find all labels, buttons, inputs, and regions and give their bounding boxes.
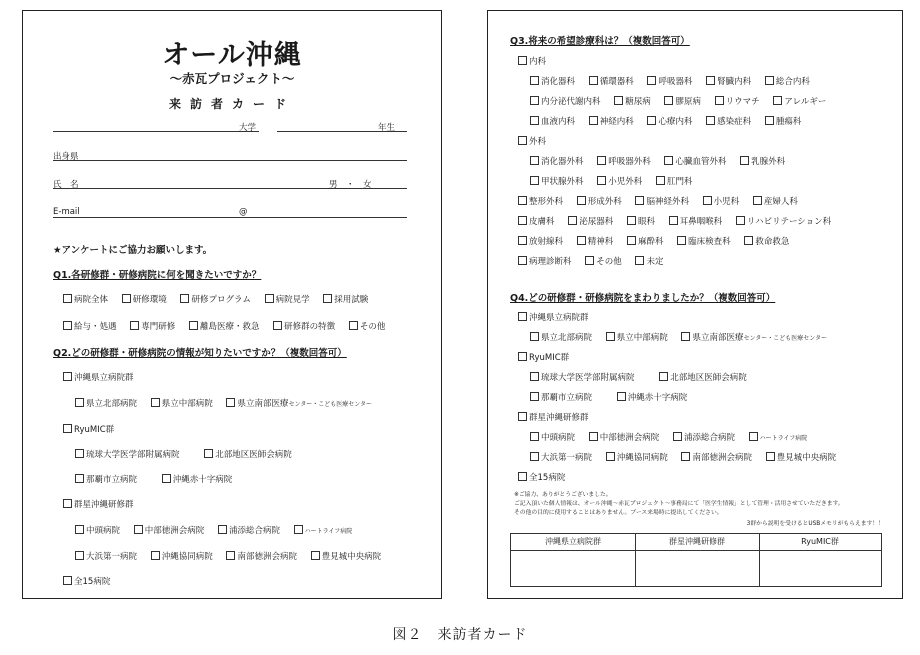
q4-option[interactable]: 沖縄赤十字病院 [617,391,688,403]
checkbox[interactable] [204,449,213,458]
checkbox[interactable] [589,116,598,125]
q3-option[interactable]: 乳腺外科 [740,155,785,167]
checkbox[interactable] [218,525,227,534]
checkbox[interactable] [75,551,84,560]
q3-option[interactable]: 甲状腺外科 [530,175,584,187]
q4-group3[interactable]: 群星沖縄研修群 [518,411,589,423]
q3-option[interactable]: その他 [585,255,622,267]
figure-caption: 図２ 来訪者カード [392,627,528,643]
table-header-murabushi: 群星沖縄研修群 [635,534,759,551]
q3-option[interactable]: 眼科 [627,215,655,227]
q2-option[interactable]: 北部地区医師会病院 [204,448,292,460]
q2-group2-row2 [75,473,243,485]
q4-option[interactable]: 県立中部病院 [606,331,668,343]
checkbox[interactable] [226,398,235,407]
checkbox[interactable] [744,236,753,245]
checkbox[interactable] [589,432,598,441]
checkbox[interactable] [226,551,235,560]
q3-other-row4 [518,255,674,267]
checkbox[interactable] [669,216,678,225]
university-line[interactable] [53,131,259,132]
q3-internal-row2 [530,95,837,107]
q4-all15[interactable]: 全15病院 [518,471,565,483]
q3-heading: Q3.将来の希望診療科は？（複数回答可） [510,36,690,47]
email-line[interactable] [53,217,407,218]
checkbox[interactable] [664,96,673,105]
q2-option[interactable]: 南部徳洲会病院 [226,550,297,562]
checkbox[interactable] [597,156,606,165]
q3-option[interactable]: 消化器科 [530,75,575,87]
q3-option[interactable]: 未定 [635,255,663,267]
q2-option[interactable]: 豊見城中央病院 [311,550,382,562]
q4-option[interactable]: 豊見城中央病院 [766,451,837,463]
checkbox[interactable] [180,294,189,303]
q3-option[interactable]: 心療内科 [647,115,692,127]
card-title: オール沖縄 [162,40,302,71]
q1-option[interactable]: 研修群の特徴 [273,320,335,332]
checkbox[interactable] [518,472,527,481]
q3-internal[interactable]: 内科 [518,55,546,67]
checkbox[interactable] [766,452,775,461]
q3-option[interactable]: 肛門科 [656,175,693,187]
hometown-line[interactable] [53,160,407,161]
q3-option[interactable]: 産婦人科 [753,195,798,207]
q2-group2[interactable]: RyuMIC群 [63,423,114,435]
q3-internal-row3 [530,115,812,127]
checkbox[interactable] [530,76,539,85]
hometown-label: 出身県 [53,152,79,162]
checkbox[interactable] [647,116,656,125]
q3-option[interactable]: 消化器外科 [530,155,584,167]
q4-group3-row2 [530,451,847,463]
checkbox[interactable] [568,216,577,225]
checkbox[interactable] [530,156,539,165]
checkbox[interactable] [530,432,539,441]
usb-note: 3群から説明を受けるとUSBメモリがもらえます！！ [746,521,884,527]
card-heading: 来訪者カード [168,97,295,111]
q4-option[interactable]: 北部地区医師会病院 [659,371,747,383]
q1-option[interactable]: 専門研修 [130,320,175,332]
q4-option[interactable]: 県立南部医療センター・こども医療センター [681,331,827,343]
q3-option[interactable]: 整形外科 [518,195,563,207]
q3-option[interactable]: 腫瘍科 [765,115,802,127]
checkbox[interactable] [63,294,72,303]
q1-option[interactable]: 病院見学 [265,293,310,305]
q2-option[interactable]: 沖縄協同病院 [151,550,213,562]
checkbox[interactable] [765,116,774,125]
q3-option[interactable]: 感染症科 [706,115,751,127]
checkbox[interactable] [63,372,72,381]
q1-option[interactable]: 病院全体 [63,293,108,305]
q3-option[interactable]: 救命救急 [744,235,789,247]
checkbox[interactable] [614,96,623,105]
checkbox[interactable] [673,432,682,441]
checkbox[interactable] [130,321,139,330]
q2-option[interactable]: 浦添総合病院 [218,524,280,536]
card-subtitle: ～赤瓦プロジェクト～ [169,71,295,86]
q4-group2-row1 [530,371,758,383]
checkbox[interactable] [740,156,749,165]
checkbox[interactable] [151,398,160,407]
q4-option[interactable]: 那覇市立病院 [530,391,592,403]
q1-option[interactable]: 離島医療・救急 [189,320,260,332]
checkbox[interactable] [577,236,586,245]
checkbox[interactable] [606,332,615,341]
q4-group2-row2 [530,391,698,403]
checkbox[interactable] [606,452,615,461]
q4-group1-items [530,331,838,343]
checkbox[interactable] [677,236,686,245]
checkbox[interactable] [189,321,198,330]
table-header-ryumic: RyuMIC群 [759,534,881,551]
q3-option[interactable]: 精神科 [577,235,614,247]
checkbox[interactable] [656,176,665,185]
q2-group2-row1 [75,448,303,460]
table-header-prefectural: 沖縄県立病院群 [511,534,635,551]
sex-label[interactable]: 男 ・ 女 [329,180,372,190]
checkbox[interactable] [773,96,782,105]
checkbox[interactable] [765,76,774,85]
checkbox[interactable] [518,256,527,265]
checkbox[interactable] [589,76,598,85]
checkbox[interactable] [749,432,758,441]
checkbox[interactable] [518,196,527,205]
q3-other-row3 [518,235,800,247]
q3-option[interactable]: 心臓血管外科 [664,155,726,167]
checkbox[interactable] [577,196,586,205]
q3-option[interactable]: リウマチ [715,95,760,107]
checkbox[interactable] [518,312,527,321]
q3-option[interactable]: 循環器科 [589,75,634,87]
q3-option[interactable]: 神経内科 [589,115,634,127]
checkbox[interactable] [681,452,690,461]
q3-option[interactable]: 形成外科 [577,195,622,207]
q2-option[interactable]: 中部徳洲会病院 [134,524,205,536]
q2-group1[interactable]: 沖縄県立病院群 [63,371,134,383]
checkbox[interactable] [323,294,332,303]
checkbox[interactable] [518,352,527,361]
q2-option[interactable]: 那覇市立病院 [75,473,137,485]
q3-option[interactable]: 呼吸器科 [647,75,692,87]
q3-option[interactable]: 血液内科 [530,115,575,127]
q2-group1-items [75,397,383,409]
q3-surgery[interactable]: 外科 [518,135,546,147]
checkbox[interactable] [530,452,539,461]
checkbox[interactable] [530,372,539,381]
table-divider [635,534,636,586]
checkbox[interactable] [311,551,320,560]
checkbox[interactable] [63,576,72,585]
q3-option[interactable]: 腎臓内科 [706,75,751,87]
q4-option[interactable]: 県立北部病院 [530,331,592,343]
name-label: 氏 名 [53,180,79,190]
checkbox[interactable] [518,412,527,421]
q2-all15[interactable]: 全15病院 [63,575,110,587]
checkbox[interactable] [75,449,84,458]
checkbox[interactable] [664,156,673,165]
q4-option[interactable]: 沖縄協同病院 [606,451,668,463]
q4-option[interactable]: 浦添総合病院 [673,431,735,443]
checkbox[interactable] [530,96,539,105]
survey-intro: ★アンケートにご協力お願いします。 [53,245,213,256]
checkbox[interactable] [294,525,303,534]
checkbox[interactable] [530,116,539,125]
q2-group3-row2 [75,550,392,562]
q1-option[interactable]: その他 [349,320,386,332]
checkbox[interactable] [518,136,527,145]
q4-option[interactable]: 中部徳洲会病院 [589,431,660,443]
checkbox[interactable] [151,551,160,560]
q2-option[interactable]: 沖縄赤十字病院 [162,473,233,485]
table-divider [759,534,760,586]
q3-option[interactable]: 膠原病 [664,95,701,107]
checkbox[interactable] [635,256,644,265]
visitor-card-back [487,10,903,599]
q4-heading: Q4.どの研修群・研修病院をまわりましたか？（複数回答可） [510,293,776,304]
checkbox[interactable] [162,474,171,483]
q3-option[interactable]: 小児科 [703,195,740,207]
visitor-card-front [22,10,442,599]
checkbox[interactable] [75,474,84,483]
year-label: 年生 [378,123,396,133]
checkbox[interactable] [63,424,72,433]
q2-group3-row1 [75,524,363,536]
checkbox[interactable] [647,76,656,85]
checkbox[interactable] [627,216,636,225]
q3-option[interactable]: 麻酔科 [627,235,664,247]
q3-option[interactable]: 内分泌代謝内科 [530,95,601,107]
q3-surgery-row1 [530,155,796,167]
q3-option[interactable]: 皮膚科 [518,215,555,227]
q4-option[interactable]: 大浜第一病院 [530,451,592,463]
checkbox[interactable] [659,372,668,381]
q3-option[interactable]: 小児外科 [597,175,642,187]
q4-option[interactable]: 中頭病院 [530,431,575,443]
q2-option[interactable]: ハートライフ病院 [294,525,353,536]
q3-option[interactable]: 臨床検査科 [677,235,731,247]
checkbox[interactable] [736,216,745,225]
checkbox[interactable] [63,321,72,330]
email-at: @ [239,207,248,217]
q2-option[interactable]: 琉球大学医学部附属病院 [75,448,180,460]
checkbox[interactable] [75,398,84,407]
checkbox[interactable] [585,256,594,265]
checkbox[interactable] [617,392,626,401]
q1-heading: Q1.各研修群・研修病院に何を聞きたいですか？ [53,270,262,281]
stamp-table [510,533,882,587]
checkbox[interactable] [63,499,72,508]
checkbox[interactable] [349,321,358,330]
checkbox[interactable] [518,216,527,225]
checkbox[interactable] [134,525,143,534]
q1-row1 [63,293,379,305]
q3-option[interactable]: 放射線科 [518,235,563,247]
q4-group3-row1 [530,431,818,443]
q1-row2 [63,320,396,332]
university-label: 大学 [239,123,257,133]
q3-internal-row1 [530,75,821,87]
checkbox[interactable] [273,321,282,330]
q2-option[interactable]: 県立中部病院 [151,397,213,409]
checkbox[interactable] [75,525,84,534]
q3-option[interactable]: アレルギー [773,95,826,107]
checkbox[interactable] [635,196,644,205]
email-label: E-mail [53,207,80,217]
checkbox[interactable] [715,96,724,105]
q3-other-row1 [518,195,809,207]
checkbox[interactable] [530,332,539,341]
checkbox[interactable] [530,176,539,185]
checkbox[interactable] [703,196,712,205]
checkbox[interactable] [518,56,527,65]
q2-option[interactable]: 大浜第一病院 [75,550,137,562]
q4-group2[interactable]: RyuMIC群 [518,351,569,363]
q4-option[interactable]: 琉球大学医学部附属病院 [530,371,635,383]
q3-option[interactable]: 総合内科 [765,75,810,87]
name-line[interactable] [53,188,407,189]
q3-other-row2 [518,215,842,227]
checkbox[interactable] [706,76,715,85]
checkbox[interactable] [518,236,527,245]
q1-option[interactable]: 給与・処遇 [63,320,117,332]
q4-option[interactable]: ハートライフ病院 [749,432,808,443]
submit-note: その他の目的に使用することはありません。ブース来場時に提出してください。 [514,510,723,516]
checkbox[interactable] [530,392,539,401]
checkbox[interactable] [265,294,274,303]
q1-option[interactable]: 研修プログラム [180,293,250,305]
q2-option[interactable]: 県立南部医療センター・こども医療センター [226,397,372,409]
q2-option[interactable]: 中頭病院 [75,524,120,536]
q3-option[interactable]: 呼吸器外科 [597,155,651,167]
q2-heading: Q2.どの研修群・研修病院の情報が知りたいですか？（複数回答可） [53,348,347,359]
checkbox[interactable] [597,176,606,185]
q3-option[interactable]: リハビリテーション科 [736,215,831,227]
q4-group1[interactable]: 沖縄県立病院群 [518,311,589,323]
q1-option[interactable]: 研修環境 [122,293,167,305]
privacy-note: ご記入頂いた個人情報は、オール沖縄～赤瓦プロジェクト～事務局にて「医学生情報」として管理・活用させていただきます。 [514,501,844,507]
q3-option[interactable]: 耳鼻咽喉科 [669,215,723,227]
q3-option[interactable]: 泌尿器科 [568,215,613,227]
checkbox[interactable] [627,236,636,245]
checkbox[interactable] [681,332,690,341]
q3-surgery-row2 [530,175,703,187]
thank-you-note: ※ご協力、ありがとうございました。 [514,492,612,498]
checkbox[interactable] [753,196,762,205]
q2-group3[interactable]: 群星沖縄研修群 [63,498,134,510]
q1-option[interactable]: 採用試験 [323,293,368,305]
q2-option[interactable]: 県立北部病院 [75,397,137,409]
checkbox[interactable] [122,294,131,303]
q3-option[interactable]: 糖尿病 [614,95,651,107]
q3-option[interactable]: 病理診断科 [518,255,572,267]
checkbox[interactable] [706,116,715,125]
q4-option[interactable]: 南部徳洲会病院 [681,451,752,463]
q3-option[interactable]: 脳神経外科 [635,195,689,207]
